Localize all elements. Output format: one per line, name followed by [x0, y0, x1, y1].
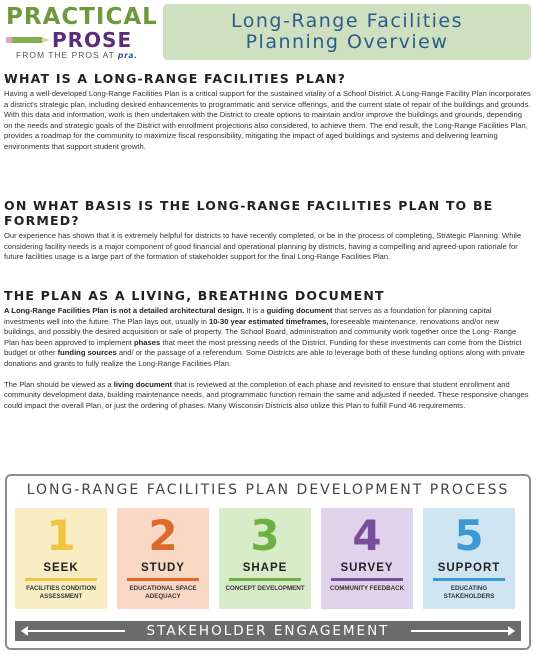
- logo-tagline-text: FROM THE PROS AT: [16, 50, 115, 60]
- title-banner: [163, 4, 531, 60]
- section-heading: WHAT IS A LONG-RANGE FACILITIES PLAN?: [4, 71, 347, 86]
- step-name: SUPPORT: [437, 562, 501, 574]
- step-subtitle: EDUCATING STAKEHOLDERS: [443, 585, 495, 600]
- body-text: that is reviewed at the completion of each phase and revisited to ensure that student enrollment and community development data, building maintenance needs, and programmatic function remain the same and adjusted if needed. These responsive changes could impact the overall Plan, or just the ordering of phases. Many Wisconsin Districts also utilize this Plan to fulfill Fund 46 requirements.: [4, 379, 529, 410]
- step-name: SEEK: [43, 562, 79, 574]
- step-accent-bar: [433, 578, 505, 581]
- section-body-p2: [4, 380, 531, 412]
- step-subtitle: EDUCATIONAL SPACE ADEQUACY: [129, 585, 197, 600]
- section-heading: ON WHAT BASIS IS THE LONG-RANGE FACILITIES PLAN TO BE FORMED?: [4, 198, 494, 228]
- section-basis: [4, 198, 531, 263]
- bold-text: living document: [113, 379, 172, 389]
- step-name: SURVEY: [340, 562, 394, 574]
- step-number: 3: [250, 511, 280, 560]
- logo-tagline: [16, 50, 138, 60]
- step-3-shape: [219, 508, 311, 609]
- step-number: 5: [454, 511, 484, 560]
- section-body-p1: [4, 306, 531, 370]
- step-number: 2: [148, 511, 178, 560]
- process-panel: [5, 474, 531, 650]
- bold-text: phases: [134, 337, 161, 347]
- process-title: LONG-RANGE FACILITIES PLAN DEVELOPMENT PROCESS: [26, 482, 510, 498]
- stakeholder-engagement-bar: [15, 621, 521, 641]
- step-number: 4: [352, 511, 382, 560]
- bold-text: funding sources: [57, 348, 117, 358]
- step-accent-bar: [229, 578, 301, 581]
- step-accent-bar: [331, 578, 403, 581]
- step-4-survey: [321, 508, 413, 609]
- body-text: that serves as a foundation for planning capital investments well into the future. The Plan lays out, usually in: [4, 306, 492, 326]
- arrow-right-icon: [508, 626, 515, 636]
- engagement-label: STAKEHOLDER ENGAGEMENT: [146, 623, 390, 639]
- step-subtitle: FACILITIES CONDITION ASSESSMENT: [26, 585, 96, 600]
- section-body: Having a well-developed Long-Range Facilities Plan is a critical support for the sustained vitality of a School District. A Long-Range Facility Plan incorporates a district's strategic plan, including desired enhancements to programmatic and service offerings, and the current state of repair of the buildings and grounds. With this data and information, work is then undertaken with the District to create options to maintain and/or improve the buildings and grounds, depending on the needs and strategic goals of the District with enrollment projections also considered, to achieve them. The end result, the Long-Range Facilities Plan, provides a roadmap for the community to maximize fiscal responsibility, mitigating the impact of aged buildings and systems and delivering learning environments that support student growth.: [4, 89, 531, 151]
- practical-prose-logo: [6, 4, 156, 62]
- step-accent-bar: [25, 578, 97, 581]
- step-accent-bar: [127, 578, 199, 581]
- section-heading: THE PLAN AS A LIVING, BREATHING DOCUMENT: [4, 288, 385, 303]
- step-5-support: [423, 508, 515, 609]
- logo-brand: pra.: [118, 50, 138, 60]
- title-line1: Long-Range Facilities: [230, 10, 464, 32]
- body-text: The Plan should be viewed as a: [4, 379, 114, 389]
- section-body: Our experience has shown that it is extremely helpful for districts to have recently completed, or be in the process of completing, Strategic Planning. While considering facility needs is a major component of good financial and operational planning by districts, having a compelling and agreed-upon rationale for future facilities usage is a large part of the formation of stakeholder support for the final Long-Range Facilities Plan.: [4, 231, 522, 262]
- step-number: 1: [46, 511, 76, 560]
- step-2-study: [117, 508, 209, 609]
- logo-line2: PROSE: [52, 28, 133, 52]
- logo-line1: PRACTICAL: [6, 4, 158, 30]
- bold-text: A Long-Range Facilities Plan is not a detailed architectural design.: [4, 306, 245, 315]
- header: [0, 0, 537, 66]
- pencil-icon: [6, 36, 50, 44]
- section-living-document: [4, 288, 531, 411]
- step-name: SHAPE: [242, 562, 288, 574]
- body-text: and/ or the passage of a referendum. Some Districts are able to leverage both of these funding options along with private donations and grants to fully realize the Long-Range Facilities Plan.: [4, 348, 525, 368]
- body-text: foreseeable maintenance, renovations and/or new buildings, and possibly the desired acquisition or sale of property. The School Board, administration and community work together once the Long- Range Plan has been approved to implement: [4, 316, 517, 347]
- step-name: STUDY: [141, 562, 185, 574]
- body-text: It is a: [244, 306, 267, 315]
- section-what-is: [4, 71, 531, 153]
- body-text: that meet the most pressing needs of the District. Funding for these investments can come from the District budget or other: [4, 337, 522, 358]
- bold-text: 10-30 year estimated timeframes,: [209, 316, 329, 326]
- arrow-line-right: [411, 630, 511, 632]
- step-subtitle: CONCEPT DEVELOPMENT: [225, 585, 305, 592]
- bold-text: guiding document: [266, 306, 333, 315]
- title-line2: Planning Overview: [245, 31, 449, 53]
- step-1-seek: [15, 508, 107, 609]
- step-subtitle: COMMUNITY FEEDBACK: [329, 585, 405, 592]
